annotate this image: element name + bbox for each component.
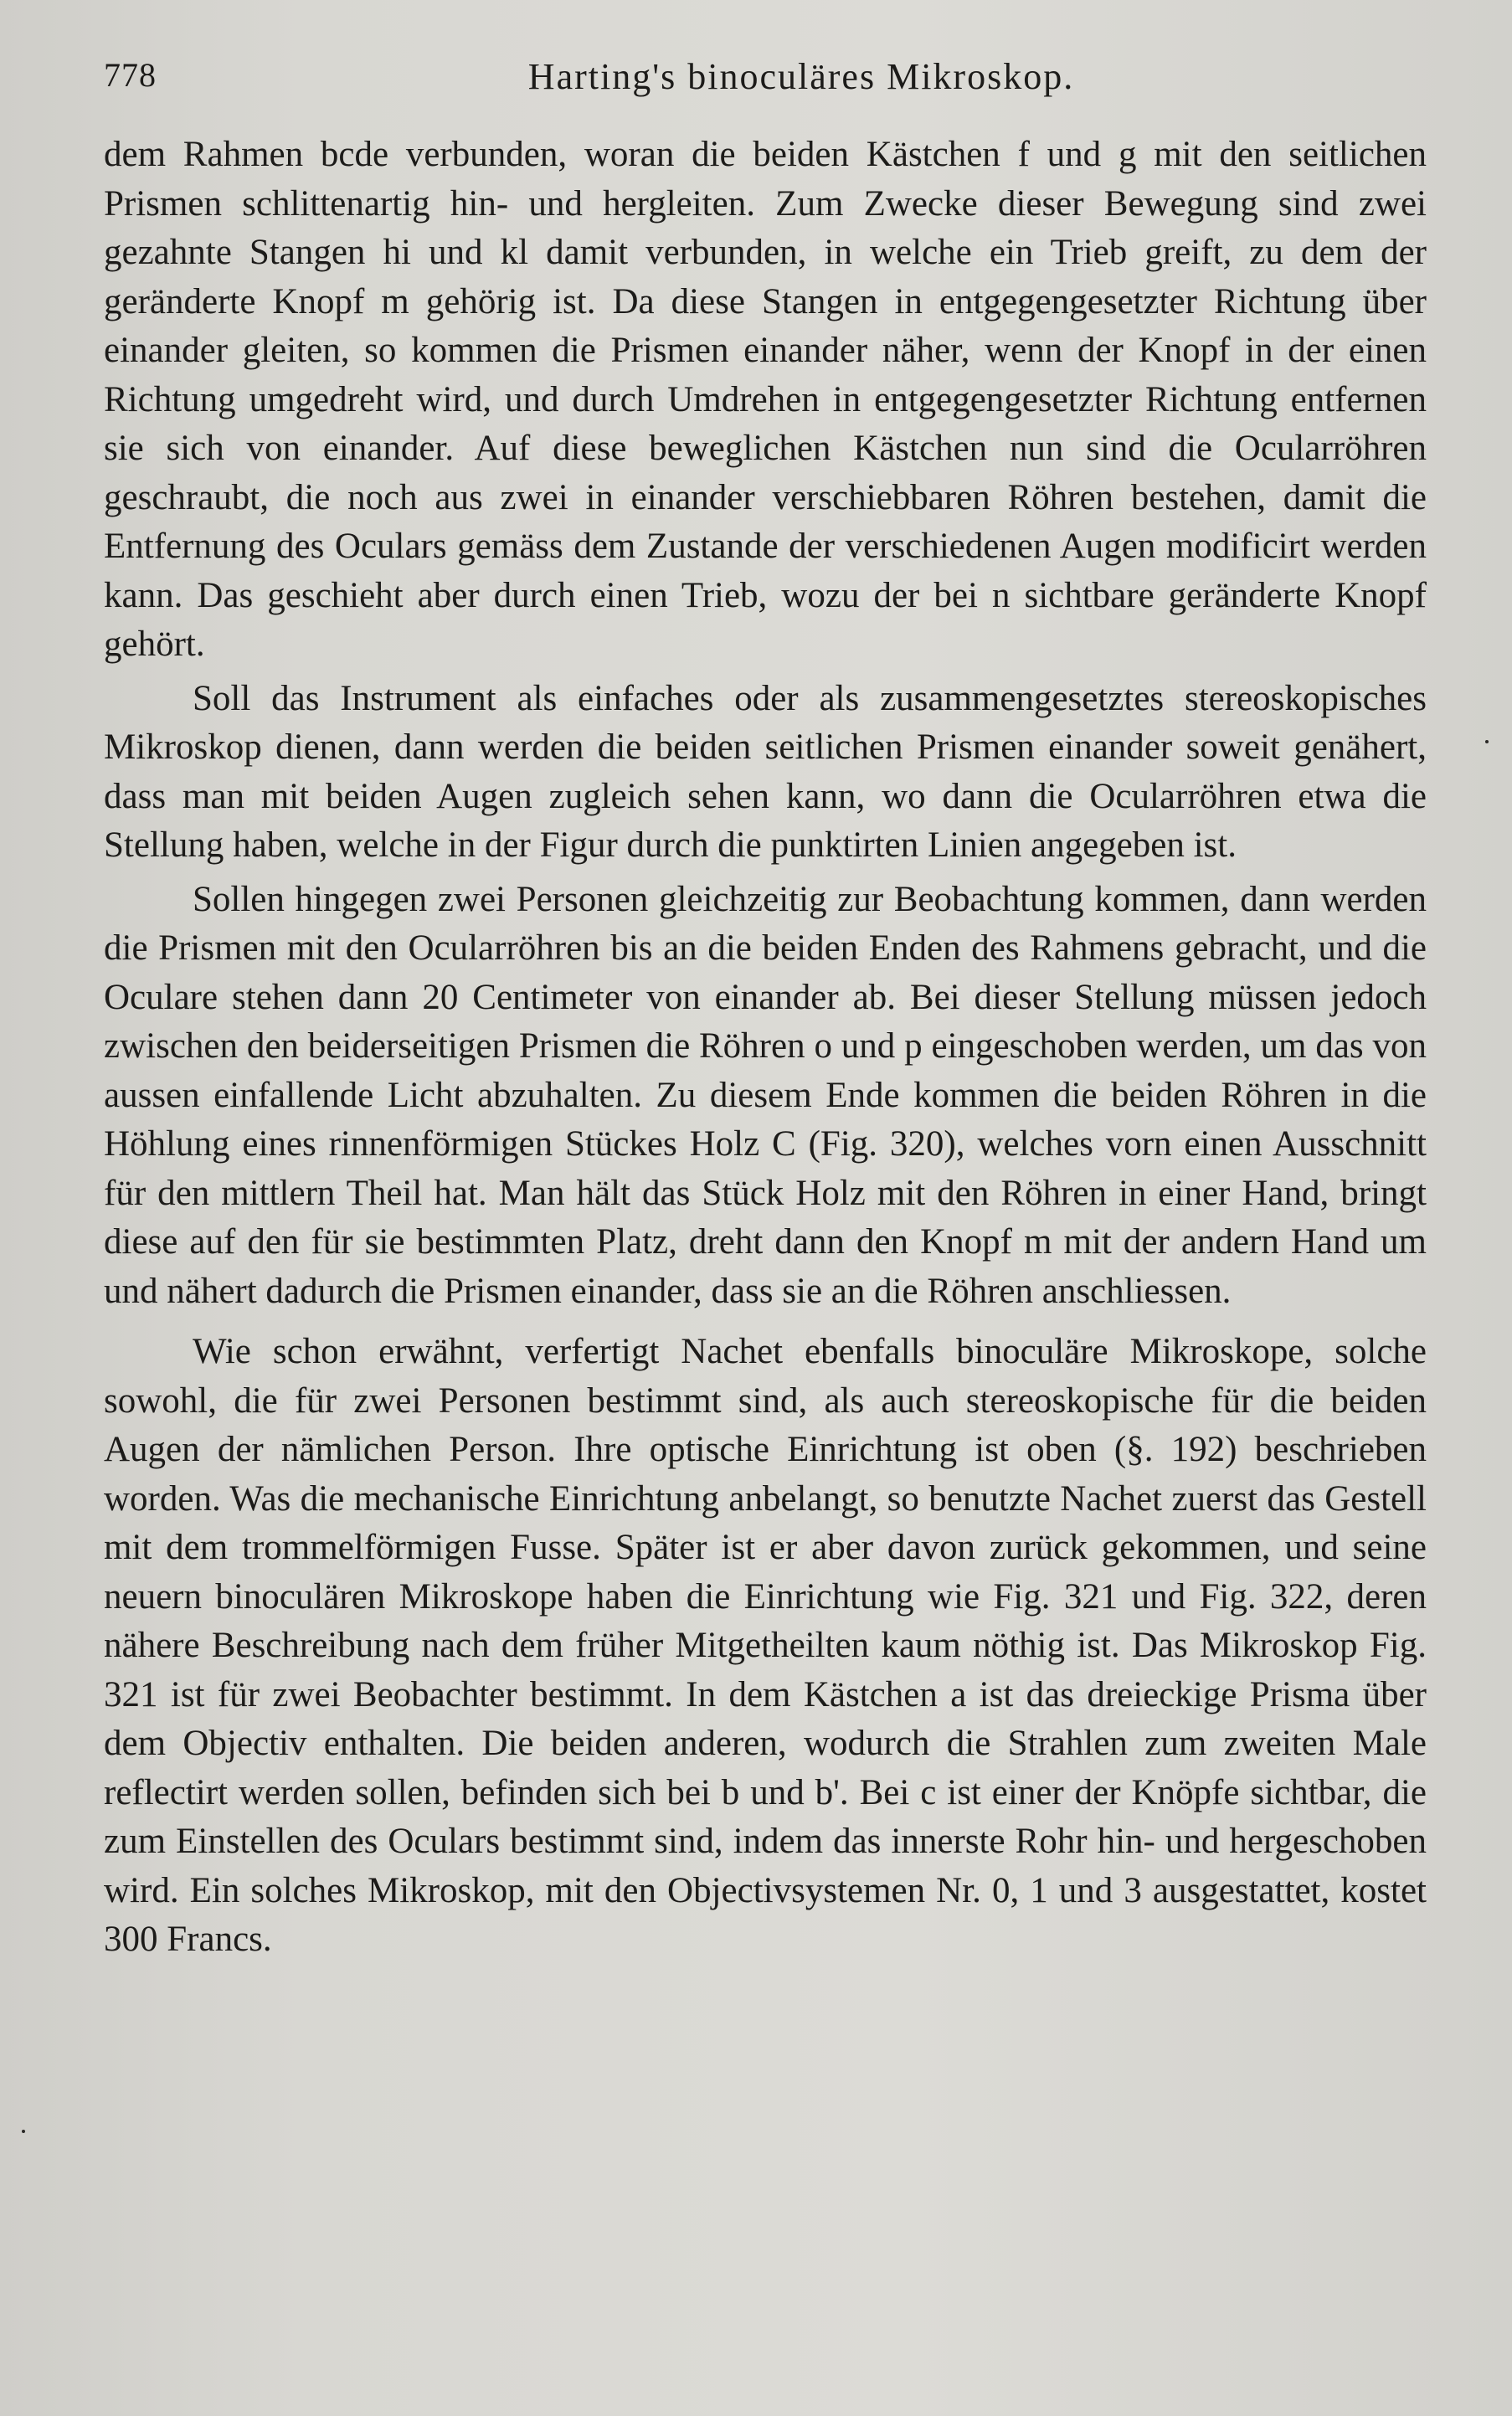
page-header bbox=[104, 55, 1407, 105]
paper-speck bbox=[22, 2130, 25, 2133]
paragraph-2: Soll das Instrument als einfaches oder als zusammengesetztes stereoskopisches Mikroskop dienen, dann werden die beiden seitlichen Prismen einander soweit genähert, dass man mit beiden Augen zugleich sehen kann, wo dann die Ocularröhren etwa die Stellung haben, welche in der Figur durch die punktirten Linien angegeben ist. bbox=[104, 678, 1427, 865]
body-text bbox=[104, 131, 1427, 1965]
page-number: 778 bbox=[104, 56, 157, 94]
paragraph-4: Wie schon erwähnt, verfertigt Nachet ebenfalls binoculäre Mikroskope, solche sowohl, die für zwei Personen bestimmt sind, als auch stereoskopische für die beiden Augen der nämlichen Person. Ihre optische Einrichtung ist oben (§. 192) beschrieben worden. Was die mechanische Einrichtung anbelangt, so benutzte Nachet zuerst das Gestell mit dem trommelförmigen Fusse. Später ist er aber davon zurück gekommen, und seine neuern binoculären Mikroskope haben die Einrichtung wie Fig. 321 und Fig. 322, deren nähere Beschreibung nach dem früher Mitgetheilten kaum nöthig ist. Das Mikroskop Fig. 321 ist für zwei Beobachter bestimmt. In dem Kästchen a ist das dreieckige Prisma über dem Objectiv enthalten. Die beiden anderen, wodurch die Strahlen zum zweiten Male reflectirt werden sollen, befinden sich bei b und b'. Bei c ist einer der Knöpfe sichtbar, die zum Einstellen des Oculars bestimmt sind, indem das innerste Rohr hin- und hergeschoben wird. Ein solches Mikroskop, mit den Objectivsystemen Nr. 0, 1 und 3 ausgestattet, kostet 300 Francs. bbox=[104, 1332, 1427, 1959]
paragraph-3: Sollen hingegen zwei Personen gleichzeitig zur Beobachtung kommen, dann werden die Prismen mit den Ocularröhren bis an die beiden Enden des Rahmens gebracht, und die Oculare stehen dann 20 Centimeter von einander ab. Bei dieser Stellung müssen jedoch zwischen den beiderseitigen Prismen die Röhren o und p eingeschoben werden, um das von aussen einfallende Licht abzuhalten. Zu diesem Ende kommen die beiden Röhren in die Höhlung eines rinnenförmigen Stückes Holz C (Fig. 320), welches vorn einen Ausschnitt für den mittlern Theil hat. Man hält das Stück Holz mit den Röhren in einer Hand, bringt diese auf den für sie bestimmten Platz, dreht dann den Knopf m mit der andern Hand um und nähert dadurch die Prismen einander, dass sie an die Röhren anschliessen. bbox=[104, 879, 1427, 1311]
running-head: Harting's binoculäres Mikroskop. bbox=[527, 56, 1075, 97]
paper-speck bbox=[1485, 740, 1489, 743]
paragraph-1: dem Rahmen bcde verbunden, woran die beiden Kästchen f und g mit den seitlichen Prismen schlittenartig hin- und hergleiten. Zum Zwecke dieser Bewegung sind zwei gezahnte Stangen hi und kl damit verbunden, in welche ein Trieb greift, zu dem der geränderte Knopf m gehörig ist. Da diese Stangen in entgegengesetzter Richtung über einander gleiten, so kommen die Prismen einander näher, wenn der Knopf in der einen Richtung umgedreht wird, und durch Umdrehen in entgegengesetzter Richtung entfernen sie sich von einander. Auf diese beweglichen Kästchen nun sind die Ocularröhren geschraubt, die noch aus zwei in einander verschiebbaren Röhren bestehen, damit die Entfernung des Oculars gemäss dem Zustande der verschiedenen Augen modificirt werden kann. Das geschieht aber durch einen Trieb, wozu der bei n sichtbare geränderte Knopf gehört. bbox=[104, 135, 1427, 664]
